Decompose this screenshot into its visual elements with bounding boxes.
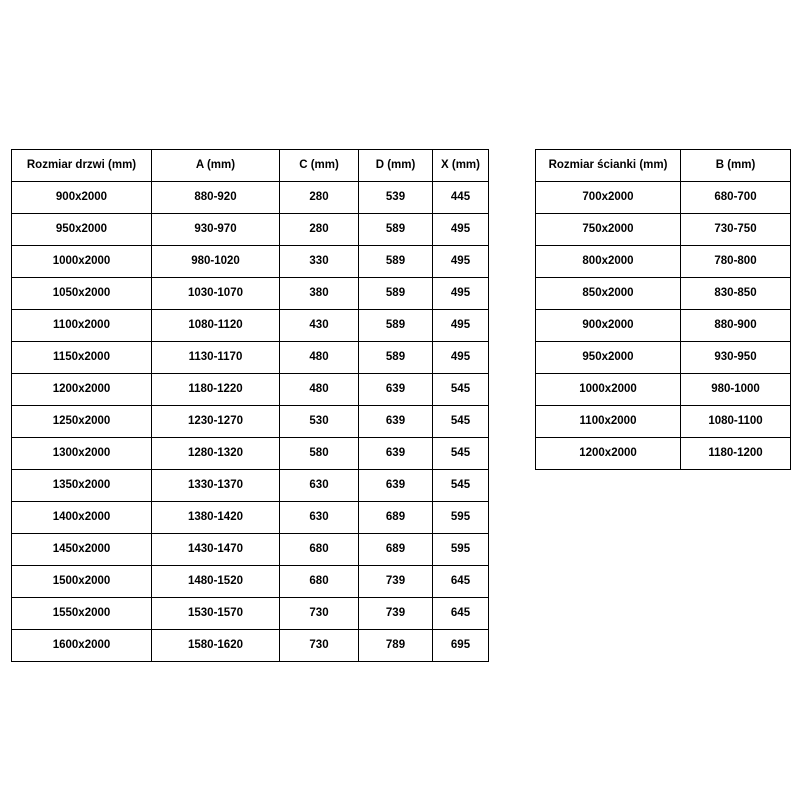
cell-wall-size: 750x2000 bbox=[536, 214, 681, 246]
cell-door-size: 1550x2000 bbox=[12, 598, 152, 630]
cell-x: 495 bbox=[433, 278, 489, 310]
table-row bbox=[12, 470, 489, 502]
cell-b: 1080-1100 bbox=[681, 406, 791, 438]
table-header-row bbox=[12, 150, 489, 182]
cell-x: 545 bbox=[433, 374, 489, 406]
cell-d: 589 bbox=[359, 246, 433, 278]
cell-wall-size: 1000x2000 bbox=[536, 374, 681, 406]
cell-a: 1130-1170 bbox=[152, 342, 280, 374]
cell-x: 495 bbox=[433, 310, 489, 342]
cell-d: 639 bbox=[359, 470, 433, 502]
cell-x: 545 bbox=[433, 438, 489, 470]
table-row bbox=[12, 278, 489, 310]
cell-wall-size: 700x2000 bbox=[536, 182, 681, 214]
cell-door-size: 1500x2000 bbox=[12, 566, 152, 598]
cell-door-size: 1400x2000 bbox=[12, 502, 152, 534]
table-row bbox=[12, 566, 489, 598]
column-header-wall-size: Rozmiar ścianki (mm) bbox=[536, 150, 681, 182]
cell-c: 580 bbox=[280, 438, 359, 470]
cell-x: 645 bbox=[433, 566, 489, 598]
table-row bbox=[536, 214, 791, 246]
cell-x: 495 bbox=[433, 214, 489, 246]
cell-c: 280 bbox=[280, 182, 359, 214]
table-row bbox=[536, 278, 791, 310]
cell-b: 930-950 bbox=[681, 342, 791, 374]
cell-c: 280 bbox=[280, 214, 359, 246]
cell-door-size: 1050x2000 bbox=[12, 278, 152, 310]
cell-a: 1530-1570 bbox=[152, 598, 280, 630]
cell-wall-size: 1200x2000 bbox=[536, 438, 681, 470]
doors-dimensions-table bbox=[11, 149, 489, 662]
cell-d: 639 bbox=[359, 374, 433, 406]
table-row bbox=[12, 214, 489, 246]
cell-c: 630 bbox=[280, 502, 359, 534]
cell-door-size: 1350x2000 bbox=[12, 470, 152, 502]
cell-b: 880-900 bbox=[681, 310, 791, 342]
cell-a: 1280-1320 bbox=[152, 438, 280, 470]
cell-door-size: 1100x2000 bbox=[12, 310, 152, 342]
cell-door-size: 1250x2000 bbox=[12, 406, 152, 438]
cell-a: 1230-1270 bbox=[152, 406, 280, 438]
cell-b: 830-850 bbox=[681, 278, 791, 310]
cell-d: 739 bbox=[359, 598, 433, 630]
cell-x: 445 bbox=[433, 182, 489, 214]
cell-door-size: 1150x2000 bbox=[12, 342, 152, 374]
cell-b: 980-1000 bbox=[681, 374, 791, 406]
cell-d: 689 bbox=[359, 534, 433, 566]
cell-door-size: 1450x2000 bbox=[12, 534, 152, 566]
cell-a: 880-920 bbox=[152, 182, 280, 214]
table-row bbox=[536, 374, 791, 406]
cell-c: 530 bbox=[280, 406, 359, 438]
cell-wall-size: 900x2000 bbox=[536, 310, 681, 342]
cell-wall-size: 1100x2000 bbox=[536, 406, 681, 438]
table-row bbox=[536, 406, 791, 438]
cell-x: 495 bbox=[433, 246, 489, 278]
column-header-b: B (mm) bbox=[681, 150, 791, 182]
cell-d: 589 bbox=[359, 342, 433, 374]
table-row bbox=[12, 438, 489, 470]
cell-door-size: 900x2000 bbox=[12, 182, 152, 214]
wall-dimensions-table bbox=[535, 149, 791, 470]
table-row bbox=[12, 406, 489, 438]
table-row bbox=[536, 438, 791, 470]
table-row bbox=[536, 246, 791, 278]
table-row bbox=[12, 534, 489, 566]
cell-x: 595 bbox=[433, 502, 489, 534]
cell-door-size: 1600x2000 bbox=[12, 630, 152, 662]
cell-d: 589 bbox=[359, 214, 433, 246]
table-row bbox=[12, 374, 489, 406]
cell-c: 630 bbox=[280, 470, 359, 502]
cell-a: 1380-1420 bbox=[152, 502, 280, 534]
cell-a: 1580-1620 bbox=[152, 630, 280, 662]
cell-d: 539 bbox=[359, 182, 433, 214]
cell-b: 1180-1200 bbox=[681, 438, 791, 470]
cell-a: 1030-1070 bbox=[152, 278, 280, 310]
cell-door-size: 1300x2000 bbox=[12, 438, 152, 470]
doors-dimensions-table-container bbox=[11, 149, 489, 662]
column-header-d: D (mm) bbox=[359, 150, 433, 182]
table-row bbox=[12, 342, 489, 374]
cell-c: 430 bbox=[280, 310, 359, 342]
cell-b: 730-750 bbox=[681, 214, 791, 246]
cell-a: 1430-1470 bbox=[152, 534, 280, 566]
cell-c: 730 bbox=[280, 598, 359, 630]
table-row bbox=[12, 598, 489, 630]
cell-x: 545 bbox=[433, 470, 489, 502]
cell-a: 980-1020 bbox=[152, 246, 280, 278]
column-header-door-size: Rozmiar drzwi (mm) bbox=[12, 150, 152, 182]
table-row bbox=[12, 246, 489, 278]
cell-wall-size: 950x2000 bbox=[536, 342, 681, 374]
wall-dimensions-table-container bbox=[535, 149, 791, 470]
cell-door-size: 950x2000 bbox=[12, 214, 152, 246]
cell-x: 695 bbox=[433, 630, 489, 662]
table-row bbox=[536, 342, 791, 374]
cell-c: 480 bbox=[280, 342, 359, 374]
cell-a: 1330-1370 bbox=[152, 470, 280, 502]
cell-a: 1080-1120 bbox=[152, 310, 280, 342]
cell-x: 495 bbox=[433, 342, 489, 374]
cell-a: 1480-1520 bbox=[152, 566, 280, 598]
column-header-x: X (mm) bbox=[433, 150, 489, 182]
cell-a: 930-970 bbox=[152, 214, 280, 246]
cell-d: 689 bbox=[359, 502, 433, 534]
cell-x: 595 bbox=[433, 534, 489, 566]
cell-wall-size: 850x2000 bbox=[536, 278, 681, 310]
cell-d: 789 bbox=[359, 630, 433, 662]
cell-b: 680-700 bbox=[681, 182, 791, 214]
cell-x: 645 bbox=[433, 598, 489, 630]
column-header-c: C (mm) bbox=[280, 150, 359, 182]
cell-c: 730 bbox=[280, 630, 359, 662]
cell-d: 589 bbox=[359, 310, 433, 342]
table-row bbox=[12, 310, 489, 342]
cell-b: 780-800 bbox=[681, 246, 791, 278]
cell-c: 380 bbox=[280, 278, 359, 310]
table-header-row bbox=[536, 150, 791, 182]
cell-c: 480 bbox=[280, 374, 359, 406]
cell-c: 680 bbox=[280, 534, 359, 566]
table-row bbox=[12, 502, 489, 534]
table-row bbox=[536, 182, 791, 214]
cell-door-size: 1000x2000 bbox=[12, 246, 152, 278]
cell-d: 639 bbox=[359, 406, 433, 438]
cell-d: 639 bbox=[359, 438, 433, 470]
cell-d: 589 bbox=[359, 278, 433, 310]
cell-door-size: 1200x2000 bbox=[12, 374, 152, 406]
table-row bbox=[12, 182, 489, 214]
cell-d: 739 bbox=[359, 566, 433, 598]
table-row bbox=[536, 310, 791, 342]
cell-c: 680 bbox=[280, 566, 359, 598]
column-header-a: A (mm) bbox=[152, 150, 280, 182]
cell-x: 545 bbox=[433, 406, 489, 438]
cell-a: 1180-1220 bbox=[152, 374, 280, 406]
cell-wall-size: 800x2000 bbox=[536, 246, 681, 278]
table-row bbox=[12, 630, 489, 662]
cell-c: 330 bbox=[280, 246, 359, 278]
